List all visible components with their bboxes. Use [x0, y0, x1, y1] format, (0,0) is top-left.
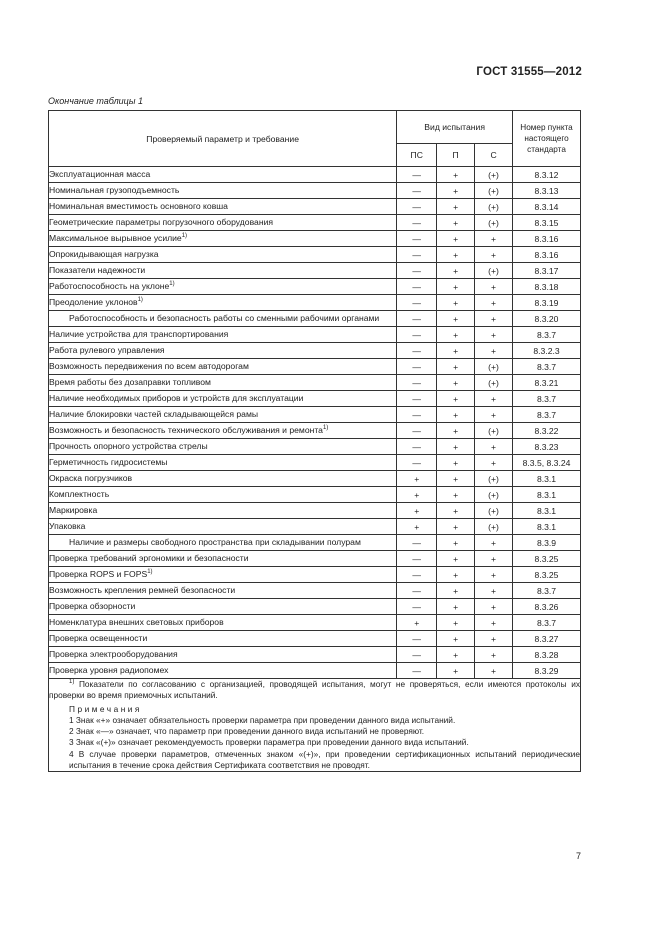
ps-cell: + — [397, 487, 437, 503]
s-cell: (+) — [475, 183, 513, 199]
clause-number-cell: 8.3.23 — [513, 439, 581, 455]
table-row — [49, 391, 581, 407]
p-cell: + — [437, 391, 475, 407]
column-header-parameter: Проверяемый параметр и требование — [49, 111, 397, 167]
parameter-text: Герметичность гидросистемы — [49, 456, 168, 467]
p-cell: + — [437, 359, 475, 375]
ps-cell: — — [397, 631, 437, 647]
ps-cell: + — [397, 615, 437, 631]
parameter-text: Показатели надежности — [49, 264, 146, 275]
parameter-cell — [49, 295, 397, 311]
table-row — [49, 455, 581, 471]
parameter-text: Работа рулевого управления — [49, 344, 165, 355]
clause-number-cell: 8.3.1 — [513, 503, 581, 519]
table-row — [49, 503, 581, 519]
document-id: ГОСТ 31555—2012 — [476, 66, 582, 78]
clause-number-cell: 8.3.15 — [513, 215, 581, 231]
note-item: 2 Знак «—» означает, что параметр при проведении данного вида испытаний не проверяют. — [69, 726, 425, 737]
table-row — [49, 583, 581, 599]
parameter-text: Работоспособность на уклоне — [49, 280, 170, 291]
parameter-text: Проверка обзорности — [49, 600, 136, 611]
table-row — [49, 439, 581, 455]
s-cell: + — [475, 455, 513, 471]
ps-cell: + — [397, 471, 437, 487]
ps-cell: — — [397, 375, 437, 391]
parameter-text: Проверка ROPS и FOPS — [49, 568, 148, 579]
parameter-text: Окраска погрузчиков — [49, 472, 133, 483]
notes-title: Примечания — [69, 703, 142, 714]
parameter-cell — [49, 535, 397, 551]
s-cell: + — [475, 407, 513, 423]
s-cell: + — [475, 615, 513, 631]
table-row — [49, 535, 581, 551]
clause-number-cell: 8.3.17 — [513, 263, 581, 279]
parameter-cell — [49, 311, 397, 327]
parameter-cell — [49, 599, 397, 615]
column-header-clause-number: Номер пункта настоящего стандарта — [513, 111, 581, 167]
parameter-text: Наличие блокировки частей складывающейся рамы — [49, 408, 259, 419]
table-row — [49, 375, 581, 391]
s-cell: + — [475, 599, 513, 615]
p-cell: + — [437, 279, 475, 295]
ps-cell: — — [397, 343, 437, 359]
parameter-text: Маркировка — [49, 504, 98, 515]
s-cell: + — [475, 551, 513, 567]
clause-number-cell: 8.3.7 — [513, 407, 581, 423]
parameter-cell — [49, 183, 397, 199]
clause-number-cell: 8.3.28 — [513, 647, 581, 663]
s-cell: + — [475, 647, 513, 663]
column-header-test-type: Вид испытания — [397, 111, 513, 144]
s-cell: + — [475, 327, 513, 343]
s-cell: + — [475, 663, 513, 679]
ps-cell: + — [397, 503, 437, 519]
parameter-text: Время работы без дозаправки топливом — [49, 376, 211, 387]
parameter-cell — [49, 455, 397, 471]
page-number: 7 — [575, 851, 581, 861]
table-row — [49, 215, 581, 231]
parameter-text: Возможность и безопасность технического обслуживания и ремонта — [49, 424, 323, 435]
table-row — [49, 359, 581, 375]
parameter-text: Комплектность — [49, 488, 110, 499]
footnote-text: Показатели по согласованию с организацией, проводящей испытания, могут не проверяться, если имеются протоколы их проверки во время приемочных испытаний. — [49, 679, 580, 701]
footnote-reference: 1) — [169, 280, 175, 287]
parameter-cell — [49, 199, 397, 215]
p-cell: + — [437, 183, 475, 199]
s-cell: + — [475, 583, 513, 599]
ps-cell: + — [397, 519, 437, 535]
parameter-text: Максимальное вырывное усилие — [49, 232, 182, 243]
clause-number-cell: 8.3.7 — [513, 359, 581, 375]
parameter-text: Проверка освещенности — [49, 632, 148, 643]
s-cell: (+) — [475, 215, 513, 231]
parameter-cell — [49, 215, 397, 231]
s-cell: + — [475, 311, 513, 327]
s-cell: + — [475, 295, 513, 311]
p-cell: + — [437, 599, 475, 615]
clause-number-cell: 8.3.25 — [513, 567, 581, 583]
parameter-text: Проверка требований эргономики и безопасности — [49, 552, 249, 563]
table-row — [49, 167, 581, 183]
parameter-cell — [49, 663, 397, 679]
p-cell: + — [437, 167, 475, 183]
clause-number-cell: 8.3.9 — [513, 535, 581, 551]
clause-number-cell: 8.3.22 — [513, 423, 581, 439]
p-cell: + — [437, 663, 475, 679]
parameter-cell — [49, 375, 397, 391]
parameter-cell — [49, 487, 397, 503]
parameter-text: Эксплуатационная масса — [49, 168, 151, 179]
parameter-text: Прочность опорного устройства стрелы — [49, 440, 208, 451]
table-row — [49, 471, 581, 487]
table-row — [49, 407, 581, 423]
parameter-cell — [49, 615, 397, 631]
table-row — [49, 567, 581, 583]
ps-cell: — — [397, 439, 437, 455]
p-cell: + — [437, 247, 475, 263]
clause-number-cell: 8.3.16 — [513, 231, 581, 247]
note-item: 3 Знак «(+)» означает рекомендуемость проверки параметра при проведении данного вида испытаний. — [69, 737, 469, 748]
p-cell: + — [437, 423, 475, 439]
s-cell: (+) — [475, 263, 513, 279]
s-cell: (+) — [475, 471, 513, 487]
s-cell: + — [475, 247, 513, 263]
parameter-text: Работоспособность и безопасность работы со сменными рабочими органами — [69, 312, 380, 323]
parameter-cell — [49, 567, 397, 583]
parameter-text: Наличие и размеры свободного пространства при складывании полурам — [69, 536, 361, 547]
table-row — [49, 295, 581, 311]
s-cell: + — [475, 279, 513, 295]
ps-cell: — — [397, 263, 437, 279]
s-cell: + — [475, 391, 513, 407]
ps-cell: — — [397, 199, 437, 215]
ps-cell: — — [397, 567, 437, 583]
table-row — [49, 247, 581, 263]
column-header-p: П — [437, 144, 475, 167]
p-cell: + — [437, 567, 475, 583]
p-cell: + — [437, 215, 475, 231]
parameter-cell — [49, 279, 397, 295]
clause-number-cell: 8.3.12 — [513, 167, 581, 183]
footnote-reference: 1) — [181, 232, 188, 239]
s-cell: (+) — [475, 359, 513, 375]
parameter-text: Возможность крепления ремней безопасности — [49, 584, 236, 595]
p-cell: + — [437, 263, 475, 279]
parameter-cell — [49, 631, 397, 647]
ps-cell: — — [397, 583, 437, 599]
p-cell: + — [437, 535, 475, 551]
s-cell: + — [475, 439, 513, 455]
clause-number-cell: 8.3.27 — [513, 631, 581, 647]
clause-number-cell: 8.3.26 — [513, 599, 581, 615]
clause-number-cell: 8.3.13 — [513, 183, 581, 199]
parameter-text: Номенклатура внешних световых приборов — [49, 616, 224, 627]
s-cell: (+) — [475, 503, 513, 519]
parameter-cell — [49, 231, 397, 247]
parameter-cell — [49, 247, 397, 263]
parameter-cell — [49, 551, 397, 567]
p-cell: + — [437, 583, 475, 599]
ps-cell: — — [397, 247, 437, 263]
parameter-text: Наличие необходимых приборов и устройств для эксплуатации — [49, 392, 304, 403]
clause-number-cell: 8.3.1 — [513, 487, 581, 503]
parameter-text: Геометрические параметры погрузочного оборудования — [49, 216, 274, 227]
table-row — [49, 487, 581, 503]
ps-cell: — — [397, 231, 437, 247]
column-header-ps: ПС — [397, 144, 437, 167]
table-row — [49, 263, 581, 279]
footnote-mark: 1) — [69, 679, 75, 685]
s-cell: (+) — [475, 375, 513, 391]
ps-cell: — — [397, 215, 437, 231]
s-cell: (+) — [475, 199, 513, 215]
table-row — [49, 423, 581, 439]
clause-number-cell: 8.3.29 — [513, 663, 581, 679]
footnote-reference: 1) — [147, 568, 153, 575]
ps-cell: — — [397, 327, 437, 343]
p-cell: + — [437, 231, 475, 247]
clause-number-cell: 8.3.1 — [513, 519, 581, 535]
s-cell: + — [475, 343, 513, 359]
clause-number-cell: 8.3.7 — [513, 615, 581, 631]
note-item: 4 В случае проверки параметров, отмеченных знаком «(+)», при проведении сертификационных испытаний периодические испытания в течение срока действия Сертификата соответствия не проводят. — [69, 748, 580, 771]
p-cell: + — [437, 503, 475, 519]
clause-number-cell: 8.3.16 — [513, 247, 581, 263]
s-cell: + — [475, 231, 513, 247]
parameter-text: Номинальная вместимость основного ковша — [49, 200, 228, 211]
ps-cell: — — [397, 599, 437, 615]
s-cell: + — [475, 535, 513, 551]
ps-cell: — — [397, 423, 437, 439]
ps-cell: — — [397, 663, 437, 679]
p-cell: + — [437, 551, 475, 567]
p-cell: + — [437, 375, 475, 391]
clause-number-cell: 8.3.5, 8.3.24 — [513, 455, 581, 471]
parameter-text: Опрокидывающая нагрузка — [49, 248, 159, 259]
table-row — [49, 231, 581, 247]
parameter-cell — [49, 583, 397, 599]
ps-cell: — — [397, 535, 437, 551]
p-cell: + — [437, 343, 475, 359]
note-item: 1 Знак «+» означает обязательность проверки параметра при проведении данного вида испытаний. — [69, 714, 456, 725]
s-cell: + — [475, 631, 513, 647]
parameter-cell — [49, 359, 397, 375]
clause-number-cell: 8.3.21 — [513, 375, 581, 391]
parameter-cell — [49, 263, 397, 279]
footnote-reference: 1) — [322, 424, 329, 431]
clause-number-cell: 8.3.14 — [513, 199, 581, 215]
p-cell: + — [437, 471, 475, 487]
parameter-cell — [49, 519, 397, 535]
parameter-cell — [49, 647, 397, 663]
ps-cell: — — [397, 647, 437, 663]
parameter-text: Номинальная грузоподъемность — [49, 184, 180, 195]
test-parameters-table — [48, 110, 581, 772]
parameter-text: Проверка уровня радиопомех — [49, 664, 169, 675]
ps-cell: — — [397, 167, 437, 183]
s-cell: + — [475, 567, 513, 583]
clause-number-cell: 8.3.19 — [513, 295, 581, 311]
clause-number-cell: 8.3.7 — [513, 327, 581, 343]
table-footnotes — [49, 679, 581, 772]
p-cell: + — [437, 295, 475, 311]
p-cell: + — [437, 615, 475, 631]
table-row — [49, 279, 581, 295]
s-cell: (+) — [475, 423, 513, 439]
parameter-cell — [49, 439, 397, 455]
parameter-text: Проверка электрооборудования — [49, 648, 178, 659]
footnote-reference: 1) — [137, 296, 143, 303]
table-row — [49, 615, 581, 631]
ps-cell: — — [397, 311, 437, 327]
clause-number-cell: 8.3.7 — [513, 391, 581, 407]
parameter-cell — [49, 407, 397, 423]
s-cell: (+) — [475, 487, 513, 503]
parameter-text: Возможность передвижения по всем автодорогам — [49, 360, 249, 371]
p-cell: + — [437, 407, 475, 423]
parameter-text: Преодоление уклонов — [49, 296, 138, 307]
table-row — [49, 647, 581, 663]
p-cell: + — [437, 455, 475, 471]
s-cell: (+) — [475, 167, 513, 183]
parameter-cell — [49, 167, 397, 183]
clause-number-cell: 8.3.25 — [513, 551, 581, 567]
clause-number-cell: 8.3.2.3 — [513, 343, 581, 359]
p-cell: + — [437, 311, 475, 327]
table-row — [49, 183, 581, 199]
ps-cell: — — [397, 551, 437, 567]
p-cell: + — [437, 487, 475, 503]
footnote — [49, 679, 580, 702]
parameter-cell — [49, 327, 397, 343]
p-cell: + — [437, 199, 475, 215]
table-row — [49, 327, 581, 343]
parameter-cell — [49, 503, 397, 519]
p-cell: + — [437, 631, 475, 647]
table-row — [49, 199, 581, 215]
clause-number-cell: 8.3.7 — [513, 583, 581, 599]
clause-number-cell: 8.3.20 — [513, 311, 581, 327]
parameter-cell — [49, 423, 397, 439]
table-row — [49, 599, 581, 615]
clause-number-cell: 8.3.18 — [513, 279, 581, 295]
column-header-s: С — [475, 144, 513, 167]
p-cell: + — [437, 647, 475, 663]
s-cell: (+) — [475, 519, 513, 535]
table-row — [49, 343, 581, 359]
ps-cell: — — [397, 391, 437, 407]
parameter-cell — [49, 391, 397, 407]
ps-cell: — — [397, 279, 437, 295]
ps-cell: — — [397, 295, 437, 311]
parameter-text: Упаковка — [49, 520, 86, 531]
parameter-cell — [49, 343, 397, 359]
ps-cell: — — [397, 455, 437, 471]
p-cell: + — [437, 519, 475, 535]
p-cell: + — [437, 439, 475, 455]
table-row — [49, 519, 581, 535]
table-row — [49, 311, 581, 327]
ps-cell: — — [397, 407, 437, 423]
table-row — [49, 631, 581, 647]
clause-number-cell: 8.3.1 — [513, 471, 581, 487]
parameter-cell — [49, 471, 397, 487]
ps-cell: — — [397, 359, 437, 375]
parameter-text: Наличие устройства для транспортирования — [49, 328, 229, 339]
ps-cell: — — [397, 183, 437, 199]
table-caption: Окончание таблицы 1 — [48, 96, 143, 106]
table-row — [49, 663, 581, 679]
p-cell: + — [437, 327, 475, 343]
table-row — [49, 551, 581, 567]
